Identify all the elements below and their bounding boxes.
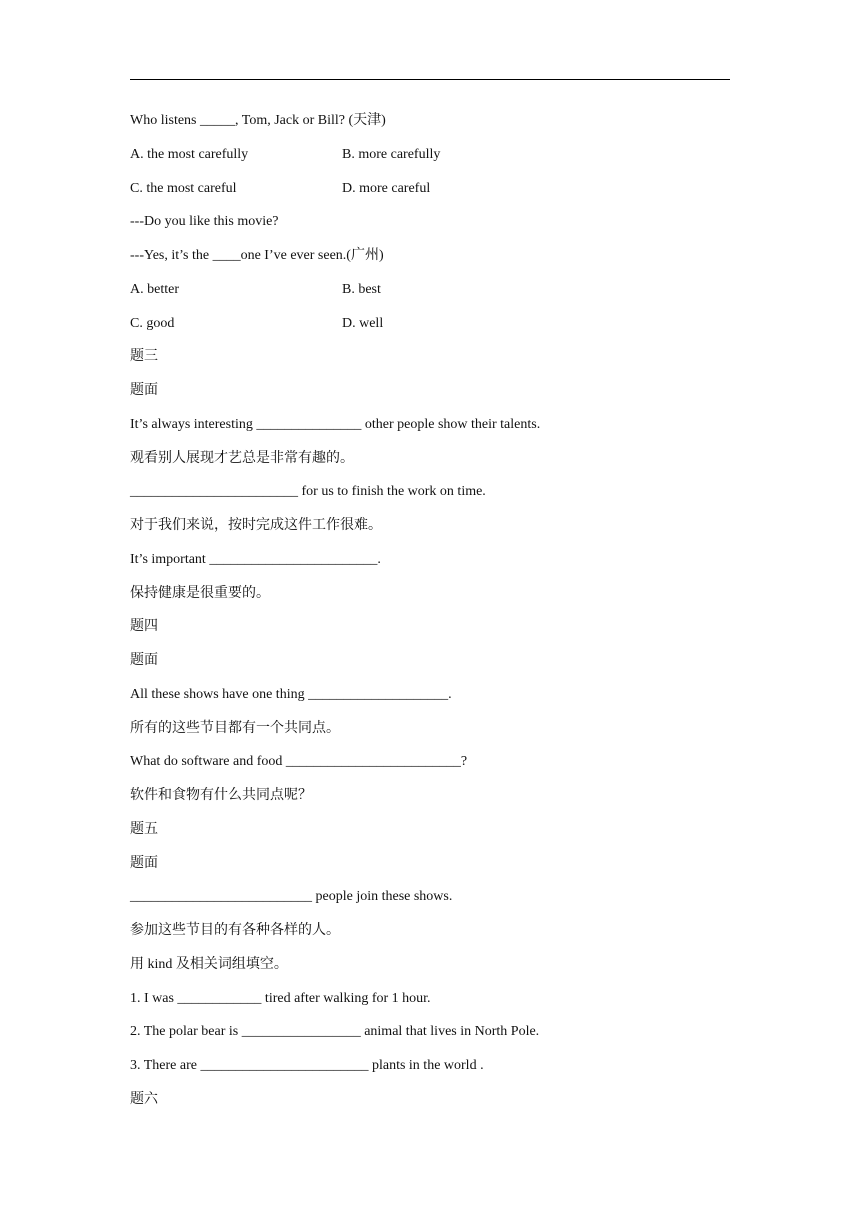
- translation-line: 参加这些节目的有各种各样的人。: [130, 923, 340, 938]
- section-heading: 题三: [130, 349, 158, 365]
- option-row: [130, 144, 730, 178]
- option-row: [130, 279, 730, 313]
- exercise-line: ________________________ for us to finish the work on time.: [130, 484, 486, 500]
- exercise-line: It’s always interesting _______________ other people show their talents.: [130, 416, 541, 432]
- translation-line: 对于我们来说，按时完成这件工作很难。: [130, 518, 382, 533]
- exercise-line: 1. I was ____________ tired after walking for 1 hour.: [130, 990, 431, 1006]
- instruction-line: 用 kind 及相关词组填空。: [130, 956, 288, 972]
- exercise-line: 3. There are ________________________ plants in the world .: [130, 1058, 484, 1073]
- translation-line: 所有的这些节目都有一个共同点。: [130, 720, 340, 736]
- section-subheading: 题面: [130, 653, 158, 668]
- option-a: A. better: [130, 281, 179, 297]
- option-b: B. best: [342, 281, 381, 297]
- section-heading: 题四: [130, 619, 158, 635]
- exercise-line: What do software and food _________________________?: [130, 754, 468, 770]
- dialogue-line: ---Do you like this movie?: [130, 214, 279, 230]
- header-rule: [130, 79, 730, 80]
- exercise-line: All these shows have one thing ____________________.: [130, 686, 452, 702]
- exercise-line: __________________________ people join these shows.: [130, 889, 453, 905]
- document-body: [130, 110, 730, 1123]
- option-c: C. good: [130, 315, 175, 331]
- section-subheading: 题面: [130, 383, 158, 398]
- section-subheading: 题面: [130, 855, 158, 871]
- exercise-line: It’s important ________________________.: [130, 551, 381, 567]
- translation-line: 软件和食物有什么共同点呢？: [130, 788, 312, 803]
- option-b: B. more carefully: [342, 146, 441, 162]
- dialogue-line: ---Yes, it’s the ____one I’ve ever seen.(广州): [130, 248, 384, 263]
- option-d: D. well: [342, 315, 384, 331]
- section-heading: 题六: [130, 1091, 158, 1107]
- option-c: C. the most careful: [130, 180, 237, 196]
- option-d: D. more careful: [342, 180, 431, 196]
- option-row: [130, 313, 730, 347]
- translation-line: 保持健康是很重要的。: [130, 585, 270, 601]
- option-a: A. the most carefully: [130, 146, 249, 162]
- question-stem: Who listens _____, Tom, Jack or Bill? (天津): [130, 113, 386, 128]
- section-heading: 题五: [130, 821, 158, 837]
- exercise-line: 2. The polar bear is _________________ animal that lives in North Pole.: [130, 1024, 540, 1040]
- translation-line: 观看别人展现才艺总是非常有趣的。: [130, 450, 354, 466]
- option-row: [130, 178, 730, 212]
